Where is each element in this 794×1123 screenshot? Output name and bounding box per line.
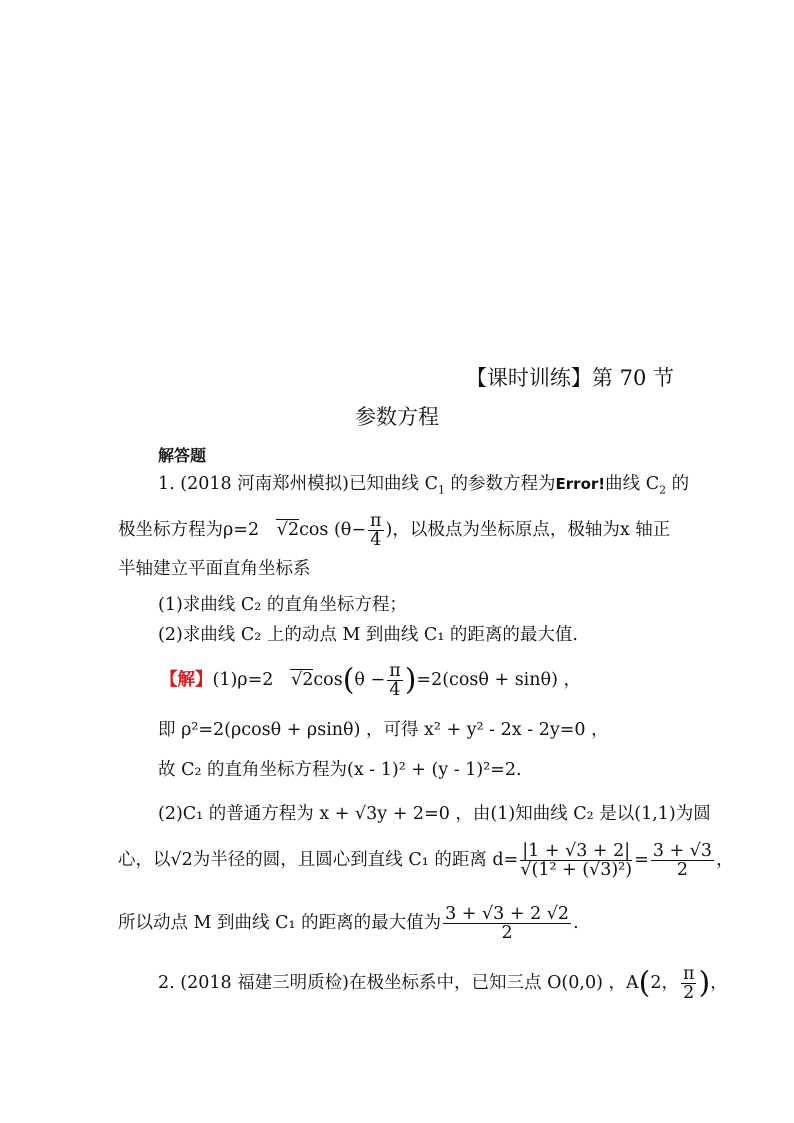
solution-line2: 即 ρ²=2(ρcosθ + ρsinθ) ，可得 x² + y² - 2x - 2y=0 ，	[158, 720, 609, 740]
p2-text-a: 2. (2018 福建三明质检)在极坐标系中，已知三点 O(0,0) ，A	[158, 973, 639, 993]
frac-den: 4	[370, 530, 382, 550]
problem1-line2	[118, 512, 670, 549]
p1-intro-a: 1. (2018 河南郑州模拟)已知曲线 C	[158, 474, 438, 494]
section-heading: 解答题	[158, 446, 207, 465]
frac-num: π	[389, 661, 401, 681]
problem1-line3: 半轴建立平面直角坐标系	[118, 559, 311, 579]
distance-fraction	[520, 842, 632, 879]
pi-over-4	[387, 662, 403, 699]
p2-text-c: ，	[710, 973, 728, 993]
sol6-a: 所以动点 M 到曲线 C₁ 的距离的最大值为	[118, 913, 442, 933]
p1-intro-d: 的	[666, 474, 690, 494]
sqrt2-mark: √2	[276, 520, 300, 540]
question-1: (1)求曲线 C₂ 的直角坐标方程；	[158, 595, 407, 615]
sol1-b: cos	[313, 670, 343, 690]
p1-line2-b: cos (θ−	[299, 520, 367, 540]
p1-line2-a: 极坐标方程为ρ=2	[118, 520, 260, 540]
page-title: 【课时训练】第 70 节	[465, 366, 674, 390]
p2-text-b: 2，	[650, 973, 679, 993]
sol6-end: .	[573, 913, 579, 933]
p1-intro-c: 曲线 C	[605, 474, 660, 494]
page-subtitle: 参数方程	[355, 405, 439, 429]
frac-den: 4	[389, 680, 401, 700]
solution-line6	[118, 905, 579, 942]
p1-line2-c: )，以极点为坐标原点，极轴为x 轴正	[385, 520, 671, 540]
frac-num: π	[370, 511, 382, 531]
solution-line3: 故 C₂ 的直角坐标方程为(x - 1)² + (y - 1)²=2.	[158, 760, 522, 780]
frac-num: π	[682, 964, 695, 984]
p1-intro-b: 的参数方程为	[444, 474, 556, 494]
question-2: (2)求曲线 C₂ 上的动点 M 到曲线 C₁ 的距离的最大值.	[158, 625, 578, 645]
sol5-end: ，	[716, 850, 734, 870]
equals: =	[634, 850, 649, 870]
problem1-line1: 1. (2018 河南郑州模拟)已知曲线 $C_1$ 的参数方程为Error!曲线 $C_2$ 的	[158, 474, 690, 497]
frac-den: 2	[676, 860, 689, 880]
frac-num: 3 + √3 + 2 √2	[445, 904, 570, 924]
solution-line1: 【解】(1)ρ=2 √2cos(θ − $\frac{\pi}{4}$ )=2(cosθ + sinθ) ，	[160, 661, 581, 700]
solution-label: 【解】	[160, 670, 213, 690]
theta-minus: θ −	[354, 670, 386, 690]
frac-den: 2	[683, 983, 695, 1003]
error-text: Error!	[555, 475, 606, 493]
frac-num: |1 + √3 + 2|	[522, 841, 631, 861]
solution-line5	[118, 842, 734, 879]
sol1-a: (1)ρ=2	[212, 670, 274, 690]
solution-line4: (2)C₁ 的普通方程为 x + √3y + 2=0 ，由(1)知曲线 C₂ 是以(1,1)为圆	[158, 804, 711, 824]
sol5-a: 心，以√2为半径的圆，且圆心到直线 C₁ 的距离 d=	[118, 850, 519, 870]
distance-value	[651, 842, 714, 879]
pi-over-4	[368, 512, 384, 549]
sqrt2-mark: √2	[291, 670, 314, 690]
frac-den: 2	[501, 923, 513, 943]
max-distance-fraction	[443, 905, 571, 942]
pi-over-2	[681, 965, 697, 1002]
frac-num: 3 + √3	[652, 841, 713, 861]
problem2-line1: 2. (2018 福建三明质检)在极坐标系中，已知三点 O(0,0) ，A(2， $\frac{\pi}{2}$ )，	[158, 964, 728, 1003]
sol1-c: =2(cosθ + sinθ) ，	[416, 670, 581, 690]
frac-den: √(1² + (√3)²)	[520, 860, 633, 880]
